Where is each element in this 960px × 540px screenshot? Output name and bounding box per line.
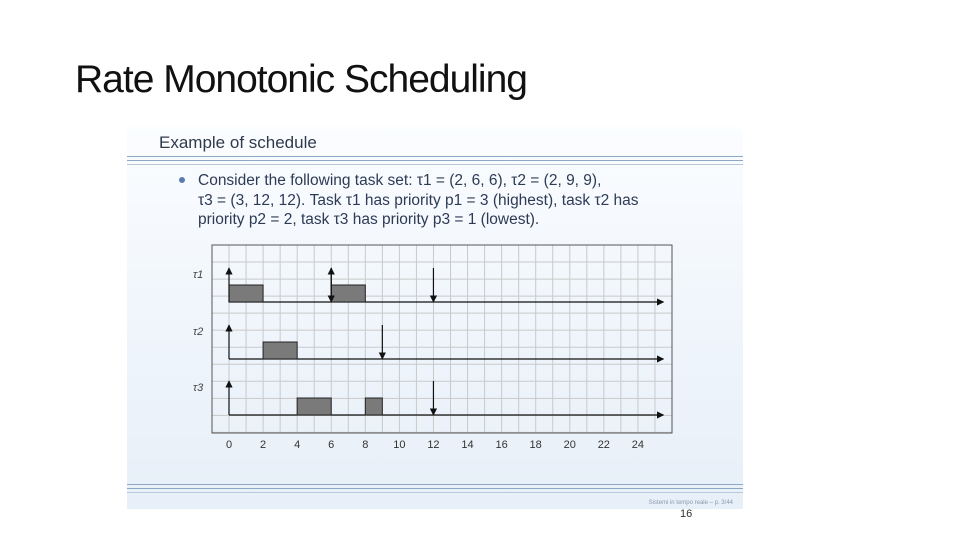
footer-rule (127, 484, 743, 485)
grid-border (212, 245, 672, 433)
embedded-footer: Sistemi in tempo reale – p. 3/44 (648, 500, 733, 506)
bullet-line-2: τ3 = (3, 12, 12). Task τ1 has priority p1 = 3 (highest), task τ2 has (198, 191, 639, 209)
x-tick-label: 22 (597, 439, 610, 451)
x-tick-label: 8 (362, 439, 369, 451)
x-tick-label: 6 (328, 439, 335, 451)
embedded-heading: Example of schedule (159, 133, 317, 152)
x-tick-label: 0 (225, 439, 233, 451)
execution-bar (297, 398, 331, 415)
execution-bar (365, 398, 382, 415)
x-tick-label: 2 (260, 439, 267, 451)
task-label: τ2 (193, 326, 204, 338)
x-tick-label: 4 (294, 439, 301, 451)
page-number: 16 (680, 508, 693, 520)
bullet-line-3: priority p2 = 2, task τ3 has priority p3 = 1 (lowest). (198, 211, 540, 228)
x-tick-label: 18 (529, 439, 542, 451)
footer-rule-3 (127, 492, 743, 493)
x-tick-label: 10 (393, 439, 406, 451)
x-tick-label: 12 (427, 439, 440, 451)
footer-rule-2 (127, 488, 743, 489)
x-tick-label: 14 (461, 439, 474, 451)
task-label: τ1 (193, 269, 204, 281)
execution-bar (263, 342, 297, 359)
embedded-slide-image (127, 127, 743, 509)
task-label: τ3 (193, 382, 204, 394)
bullet-line-1: Consider the following task set: τ1 = (2, 6, 6), τ2 = (2, 9, 9), (198, 172, 602, 189)
execution-bar (331, 285, 365, 302)
slide-title: Rate Monotonic Scheduling (75, 58, 527, 101)
x-tick-label: 20 (563, 439, 576, 451)
x-tick-label: 16 (495, 439, 508, 451)
x-tick-label: 24 (631, 439, 645, 451)
execution-bar (229, 285, 263, 302)
schedule-chart (127, 127, 743, 509)
